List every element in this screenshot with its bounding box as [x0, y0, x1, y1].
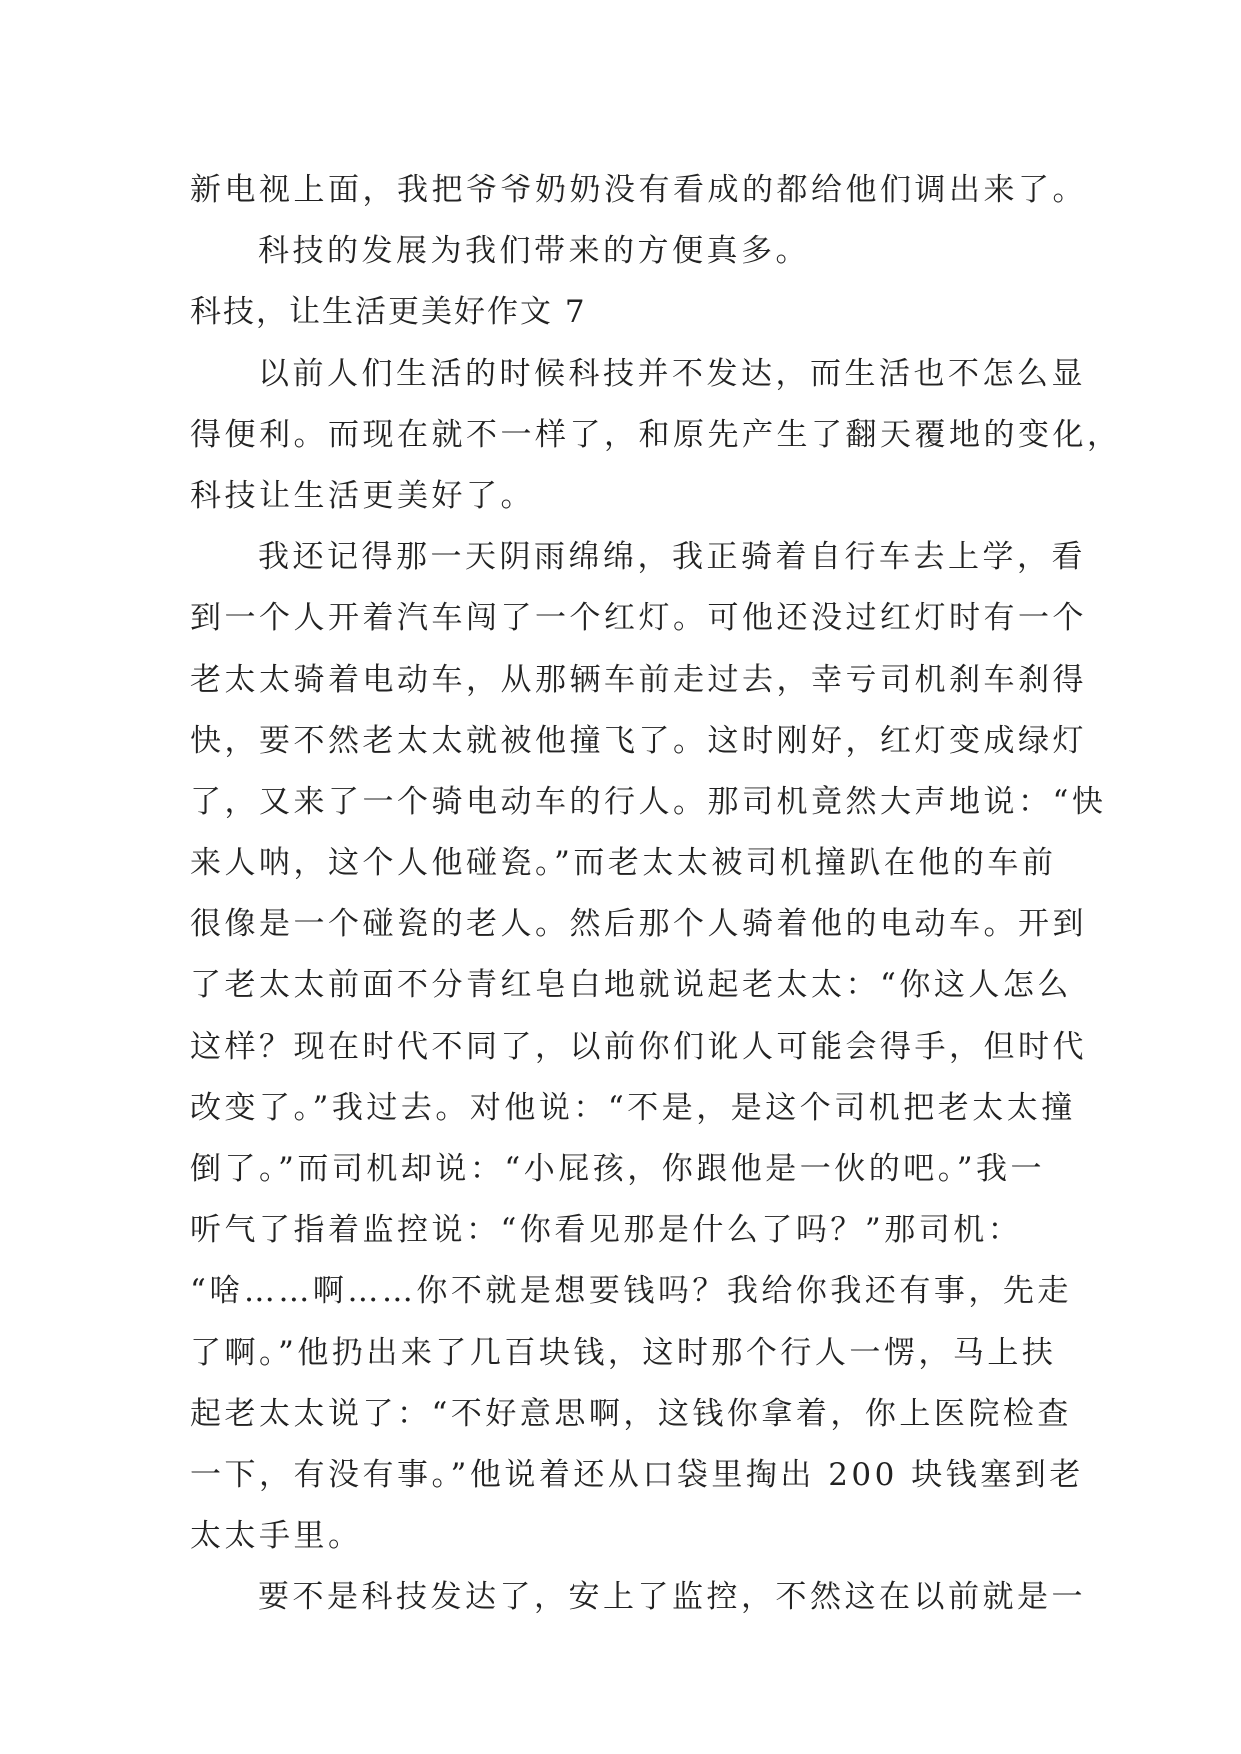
- text-line: 这样？现在时代不同了，以前你们讹人可能会得手，但时代: [190, 1028, 1087, 1065]
- paragraph-line: 以前人们生活的时候科技并不发达，而生活也不怎么显: [258, 355, 1086, 392]
- text-line: 科技让生活更美好了。: [190, 477, 535, 514]
- text-line: 快，要不然老太太就被他撞飞了。这时刚好，红灯变成绿灯: [190, 722, 1087, 759]
- text-line: 听气了指着监控说：“你看见那是什么了吗？”那司机：: [190, 1212, 1023, 1249]
- text-line: 了老太太前面不分青红皂白地就说起老太太：“你这人怎么: [190, 967, 1072, 1004]
- text-line: 了啊。”他扔出来了几百块钱，这时那个行人一愣，马上扶: [190, 1334, 1057, 1371]
- text-line: 了，又来了一个骑电动车的行人。那司机竟然大声地说：“快: [190, 783, 1107, 820]
- text-line: 一下，有没有事。”他说着还从口袋里掏出 200 块钱塞到老: [190, 1456, 1084, 1493]
- document-body: [190, 160, 1122, 1629]
- text-line: 起老太太说了：“不好意思啊，这钱你拿着，你上医院检查: [190, 1395, 1072, 1432]
- text-line: 改变了。”我过去。对他说：“不是，是这个司机把老太太撞: [190, 1089, 1076, 1126]
- text-line: 来人呐，这个人他碰瓷。”而老太太被司机撞趴在他的车前: [190, 845, 1057, 882]
- section-heading: 科技，让生活更美好作文 7: [190, 294, 587, 331]
- text-line: 很像是一个碰瓷的老人。然后那个人骑着他的电动车。开到: [190, 906, 1087, 943]
- text-line: 老太太骑着电动车，从那辆车前走过去，幸亏司机刹车刹得: [190, 661, 1087, 698]
- paragraph-line: 要不是科技发达了，安上了监控，不然这在以前就是一: [258, 1579, 1086, 1616]
- text-line: 太太手里。: [190, 1518, 363, 1555]
- text-line: 新电视上面，我把爷爷奶奶没有看成的都给他们调出来了。: [190, 172, 1087, 208]
- paragraph-line: 科技的发展为我们带来的方便真多。: [258, 233, 810, 270]
- text-line: “啥……啊……你不就是想要钱吗？我给你我还有事，先走: [190, 1273, 1072, 1310]
- text-line: 得便利。而现在就不一样了，和原先产生了翻天覆地的变化，: [190, 416, 1122, 453]
- paragraph-line: 我还记得那一天阴雨绵绵，我正骑着自行车去上学，看: [258, 539, 1086, 576]
- text-line: 倒了。”而司机却说：“小屁孩，你跟他是一伙的吧。”我一: [190, 1151, 1046, 1187]
- text-line: 到一个人开着汽车闯了一个红灯。可他还没过红灯时有一个: [190, 600, 1087, 637]
